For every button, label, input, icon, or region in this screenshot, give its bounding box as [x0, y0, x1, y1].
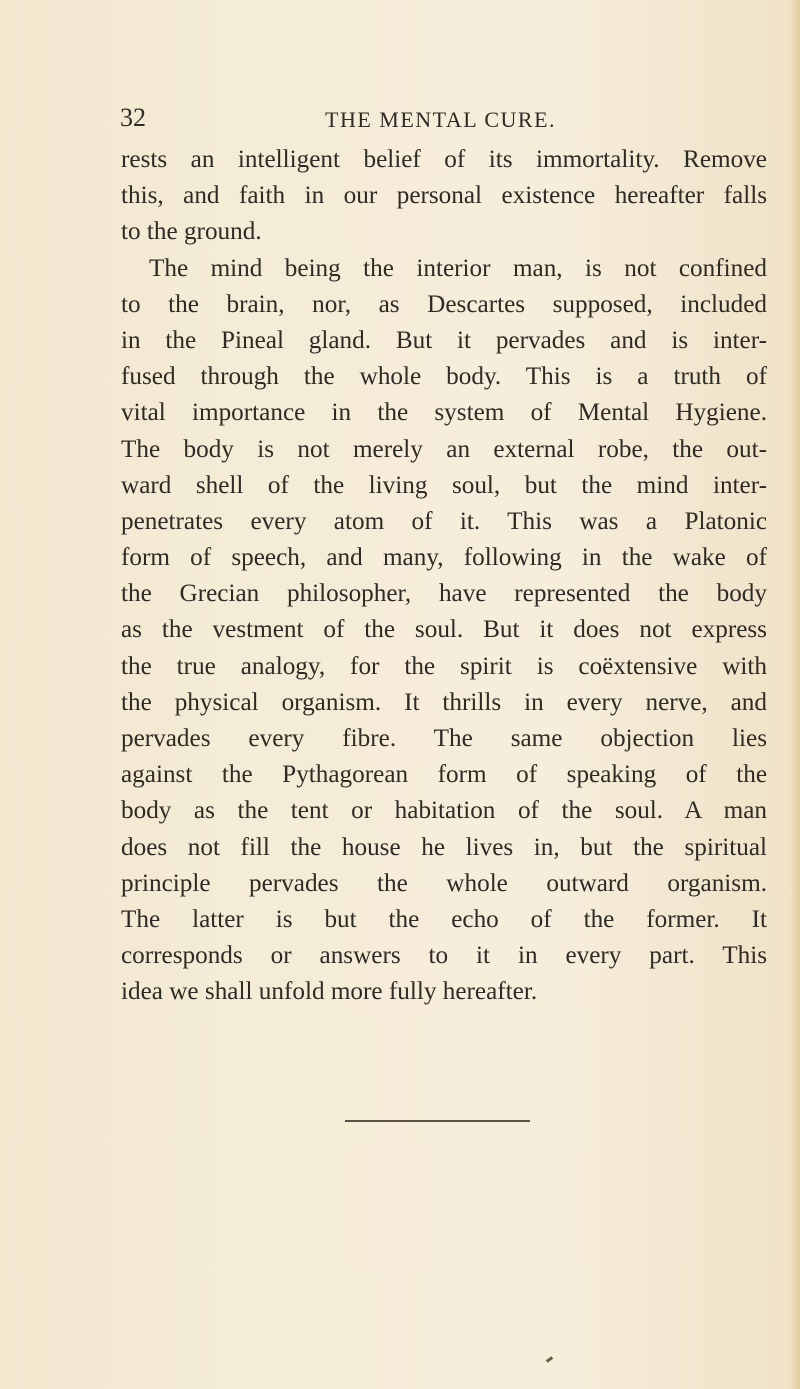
text-line: in the Pineal gland. But it pervades and is inter- [121, 326, 767, 354]
running-title: THE MENTAL CURE. [325, 107, 557, 132]
body-text [121, 142, 767, 1011]
text-line: as the vestment of the soul. But it does not express [121, 616, 767, 644]
text-line: to the ground. [121, 218, 262, 246]
text-line: the physical organism. It thrills in every nerve, and [121, 688, 767, 716]
text-line: to the brain, nor, as Descartes supposed, included [121, 290, 767, 318]
ink-speck [546, 1356, 553, 1362]
text-line: The mind being the interior man, is not confined [149, 254, 767, 282]
page-number: 32 [120, 103, 146, 132]
text-line: pervades every fibre. The same objection lies [121, 725, 767, 752]
text-line: idea we shall unfold more fully hereafter. [121, 978, 538, 1006]
text-line: fused through the whole body. This is a truth of [121, 363, 767, 391]
text-line: against the Pythagorean form of speaking of the [121, 761, 767, 789]
text-line: The body is not merely an external robe, the out- [121, 435, 767, 463]
text-line: penetrates every atom of it. This was a Platonic [121, 507, 767, 535]
running-head [120, 103, 770, 139]
text-line: the true analogy, for the spirit is coëxtensive with [121, 652, 767, 680]
text-line: rests an intelligent belief of its immortality. Remove [121, 146, 767, 173]
section-divider [345, 1120, 530, 1122]
page-edge-shading [790, 0, 800, 1389]
text-line: ward shell of the living soul, but the mind inter- [121, 471, 767, 499]
text-line: The latter is but the echo of the former. It [121, 905, 767, 933]
text-line: corresponds or answers to it in every part. This [121, 942, 767, 970]
text-line: vital importance in the system of Mental Hygiene. [121, 399, 767, 427]
text-line: this, and faith in our personal existence hereafter falls [121, 182, 767, 210]
text-line: the Grecian philosopher, have represented the body [121, 580, 767, 608]
text-line: form of speech, and many, following in the wake of [121, 544, 767, 572]
text-line: principle pervades the whole outward organism. [121, 869, 767, 897]
text-line: body as the tent or habitation of the soul. A man [121, 797, 767, 825]
text-line: does not fill the house he lives in, but the spiritual [121, 833, 767, 861]
